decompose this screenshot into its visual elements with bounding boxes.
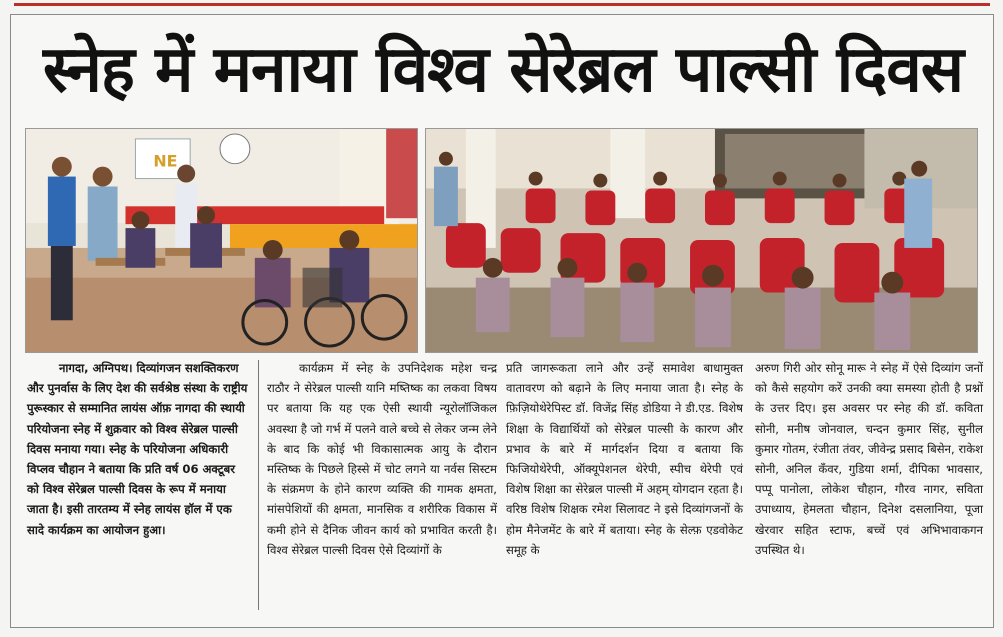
headline: स्नेह में मनाया विश्व सेरेब्रल पाल्सी दिवस [42,33,964,107]
article-paragraph-2: कार्यक्रम में स्नेह के उपनिदेशक महेश चन्द्र राठौर ने सेरेब्रल पाल्सी यानि मष्तिष्क का लकवा विषय पर बताया कि यह एक ऐसी स्थायी न्यूरोलॉजिकल अवस्था है जो गर्भ में पलने वाले बच्चे से लेकर जन्म लेने के बाद कि कोई भी विकासात्मक आयु के दौरान मस्तिष्क के पिछले हिस्से में चोट लगने या नर्वस सिस्टम के संक्रमण के होने कारण व्यक्ति की गामक क्षमता, मांसपेशियों की क्षमता, मानसिक व शरीरिक विकास में कमी होने से दैनिक जीवन कार्य को प्रभावित करती है। विश्व सेरेब्रल पाल्सी दिवस ऐसे दिव्यांगों के [267,361,497,557]
article-paragraph-4: अरुण गिरी ओर सोनू मारू ने स्नेह में ऐसे दिव्यांग जनों को कैसे सहयोग करें उनकी क्या समस्या होती है प्रश्नों के उत्तर दिए। इस अवसर पर स्नेह की डॉ. कविता सोनी, मनीष जोनवाल, चन्दन कुमार सिंह, सुनील कुमार गोतम, रंजीता तंवर, जीवेन्द्र प्रसाद बिसेन, राकेश सोनी, अनिल कँवर, गुडिया शर्मा, दीपिका भावसार, पप्पू पानोला, लोकेश चौहान, गौरव नागर, सविता उपाध्याय, हेमलता चौहान, दिनेश दसलानिया, पूजा खेरवार सहित स्टाफ, बच्चें एवं अभिभावाकगन उपस्थित थे। [755,361,983,557]
banner-text: NE [153,151,178,171]
top-rule [14,3,990,6]
article-paragraph-3: प्रति जागरूकता लाने और उन्हें समावेश बाधामुक्त वातावरण को बढ़ाने के लिए मनाया जाता है। स्नेह के फ़िज़ियोथेरेपिस्ट डॉ. विजेंद्र सिंह डोडिया ने डी.एड. विशेष शिक्षा के विद्यार्थियों को सेरेब्रल पाल्सी के कारण और प्रभाव के बारे में मार्गदर्शन दिया व बताया कि फिजियोथेरेपी, ऑक्यूपेशनल थेरेपी, स्पीच थेरेपी एवं विशेष शिक्षा का सेरेब्रल पाल्सी में अहम् योगदान रहता है। वरिष्ठ विशेष शिक्षक रमेश सिलावट ने इसे दिव्यांगजनों के होम मैनेजमेंट के बारे में बताया। स्नेह के सेल्फ़ एडवोकेट समूह के [506,361,743,557]
event-photo-audience [425,128,978,353]
article-column-4 [755,358,983,560]
article-column-3 [506,358,743,560]
article-column-2 [267,358,497,560]
article-paragraph-1: नागदा, अग्निपथ। दिव्यांगजन सशक्तिकरण और पुनर्वास के लिए देश की सर्वश्रेष्ठ संस्था के राष्ट्रीय पुरूस्कार से सम्मानित लायंस ऑफ़ नागदा की स्थायी परियोजना स्नेह में शुक्रवार को विश्व सेरेब्रल पाल्सी दिवस मनाया गया। स्नेह के परियोजना अधिकारी विप्लव चौहान ने बताया कि प्रति वर्ष 06 अक्टूबर को विश्व सेरेब्रल पाल्सी दिवस के रूप में मनाया जाता है। इसी तारतम्य में स्नेह लायंस हॉल में एक सादे कार्यक्रम का आयोजन हुआ। [27,361,248,537]
event-photo-stage [25,128,418,353]
column-divider [258,360,259,610]
article-column-1 [27,358,249,540]
